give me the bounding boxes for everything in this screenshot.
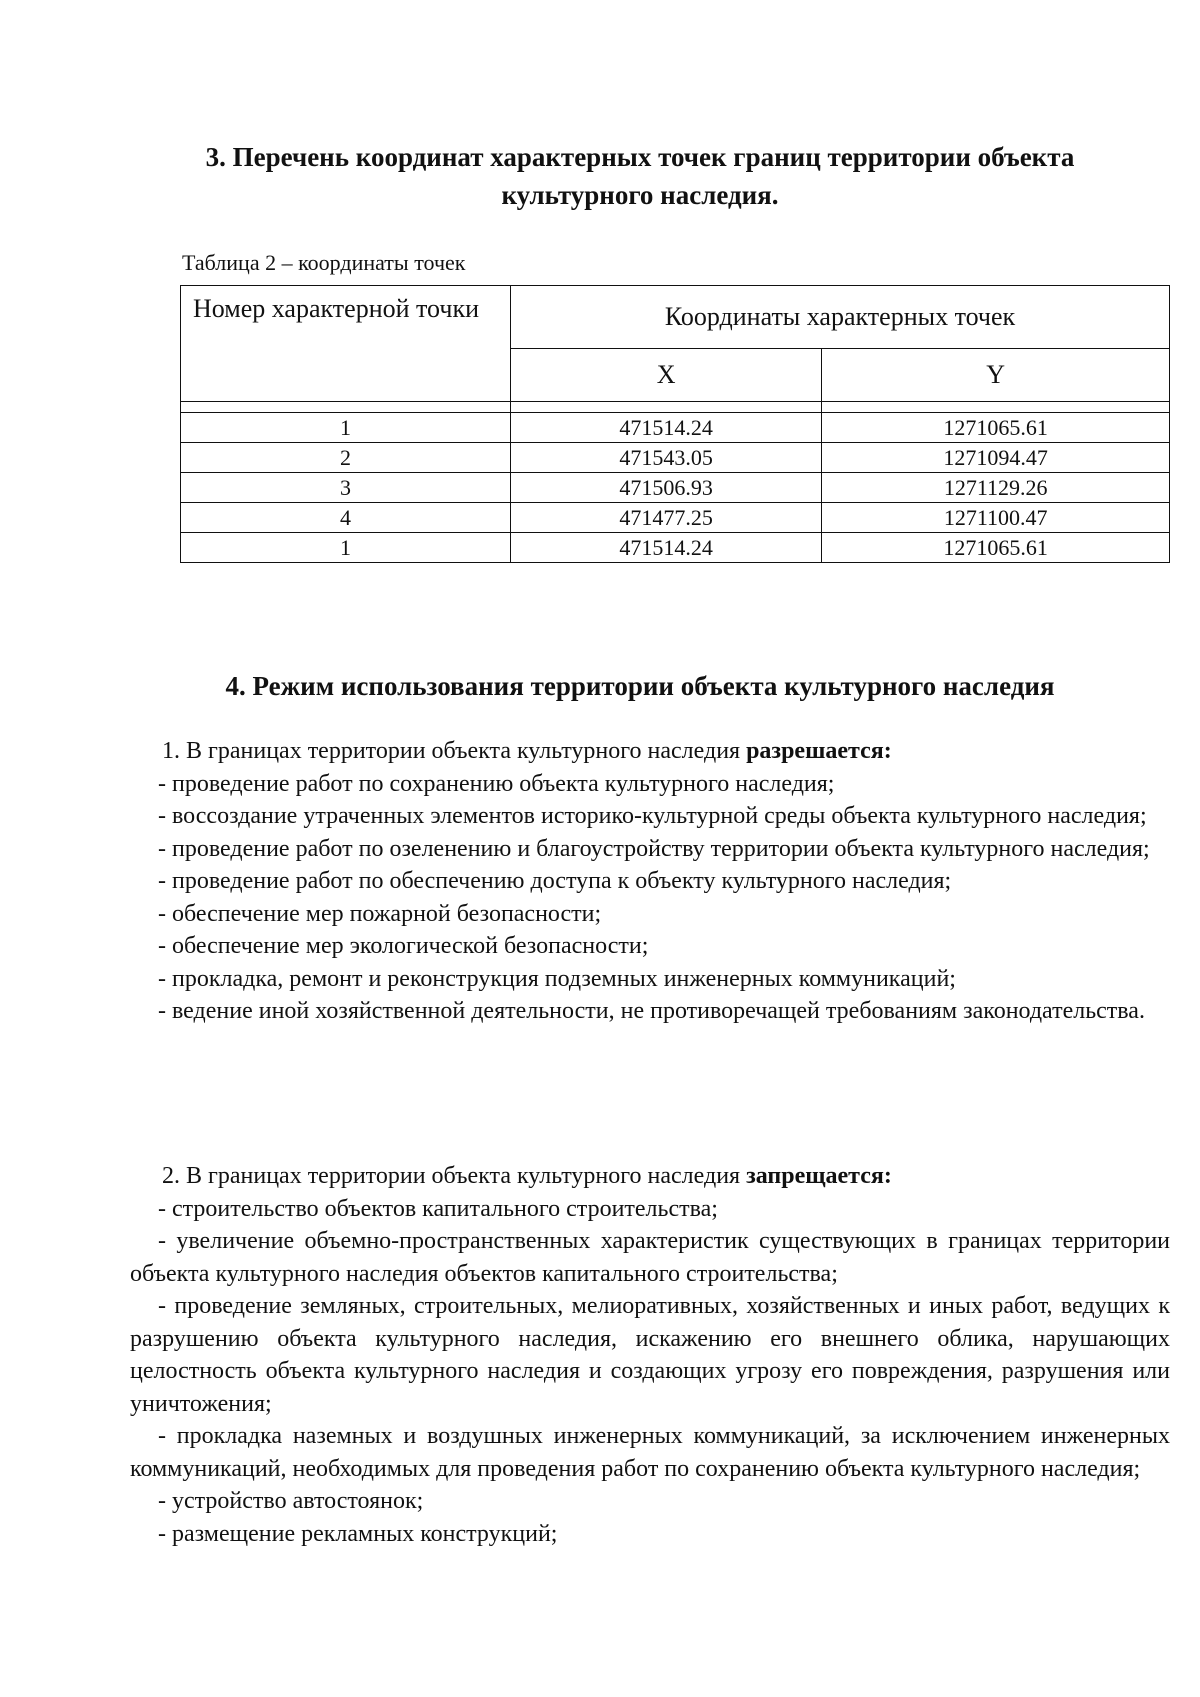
table-row [181, 503, 1170, 533]
table-row [181, 443, 1170, 473]
table-row [181, 413, 1170, 443]
list-item: - размещение рекламных конструкций; [158, 1520, 558, 1547]
coord-y: 1271100.47 [822, 503, 1170, 533]
coord-y: 1271094.47 [822, 443, 1170, 473]
table-row [181, 473, 1170, 503]
coord-y: 1271065.61 [822, 533, 1170, 563]
list-item: - устройство автостоянок; [158, 1488, 424, 1514]
coord-x: 471543.05 [511, 443, 822, 473]
prohibited-intro [130, 1160, 1170, 1193]
point-number: 1 [181, 533, 511, 563]
prohibited-intro-text: 2. В границах территории объекта культурного наследия [162, 1163, 747, 1189]
point-number: 2 [181, 443, 511, 473]
coord-x: 471506.93 [511, 473, 822, 503]
prohibited-intro-bold: запрещается: [746, 1163, 892, 1189]
list-item: - строительство объектов капитального строительства; [158, 1195, 718, 1222]
list-item: - обеспечение мер экологической безопасности; [158, 933, 649, 959]
coord-y: 1271129.26 [822, 473, 1170, 503]
section-3-title: 3. Перечень координат характерных точек границ территории объекта культурного наследия. [205, 142, 1075, 210]
allowed-intro-bold: разрешается: [746, 738, 892, 764]
point-number: 3 [181, 473, 511, 503]
table-caption: Таблица 2 – координаты точек [182, 250, 466, 275]
list-item: - проведение работ по сохранению объекта культурного наследия; [158, 770, 835, 797]
coordinates-table [180, 285, 1170, 563]
coord-x: 471514.24 [511, 533, 822, 563]
header-y: Y [822, 349, 1170, 402]
header-x: X [511, 349, 822, 402]
list-item: - воссоздание утраченных элементов историко-культурной среды объекта культурного наследия; [158, 803, 1147, 829]
list-item: - проведение работ по озеленению и благоустройству территории объекта культурного наследия; [158, 835, 1150, 862]
list-item: - прокладка наземных и воздушных инженерных коммуникаций, за исключением инженерных коммуникаций, необходимых для проведения работ по сохранению объекта культурного наследия; [130, 1423, 1170, 1482]
coord-x: 471514.24 [511, 413, 822, 443]
list-item: - прокладка, ремонт и реконструкция подземных инженерных коммуникаций; [158, 965, 956, 992]
coord-y: 1271065.61 [822, 413, 1170, 443]
list-item: - ведение иной хозяйственной деятельности, не противоречащей требованиям законодательства. [158, 998, 1145, 1024]
allowed-section [130, 735, 1170, 1028]
section-4-title: 4. Режим использования территории объекта культурного наследия [225, 671, 1055, 701]
list-item: - проведение работ по обеспечению доступа к объекту культурного наследия; [158, 868, 952, 894]
table-row [181, 533, 1170, 563]
coord-x: 471477.25 [511, 503, 822, 533]
allowed-intro [130, 735, 1170, 768]
header-coordinates: Координаты характерных точек [511, 286, 1170, 349]
list-item: - увеличение объемно-пространственных характеристик существующих в границах территории объекта культурного наследия объектов капитального строительства; [130, 1228, 1170, 1287]
allowed-intro-text: 1. В границах территории объекта культурного наследия [162, 738, 747, 764]
point-number: 1 [181, 413, 511, 443]
list-item: - обеспечение мер пожарной безопасности; [158, 900, 602, 927]
prohibited-section [130, 1160, 1170, 1550]
list-item: - проведение земляных, строительных, мелиоративных, хозяйственных и иных работ, ведущих к разрушению объекта культурного наследия, искажению его внешнего облика, нарушающих целостность объекта культурного наследия и создающих угрозу его повреждения, разрушения или уничтожения; [130, 1293, 1170, 1417]
point-number: 4 [181, 503, 511, 533]
header-point-number: Номер характерной точки [181, 286, 511, 402]
